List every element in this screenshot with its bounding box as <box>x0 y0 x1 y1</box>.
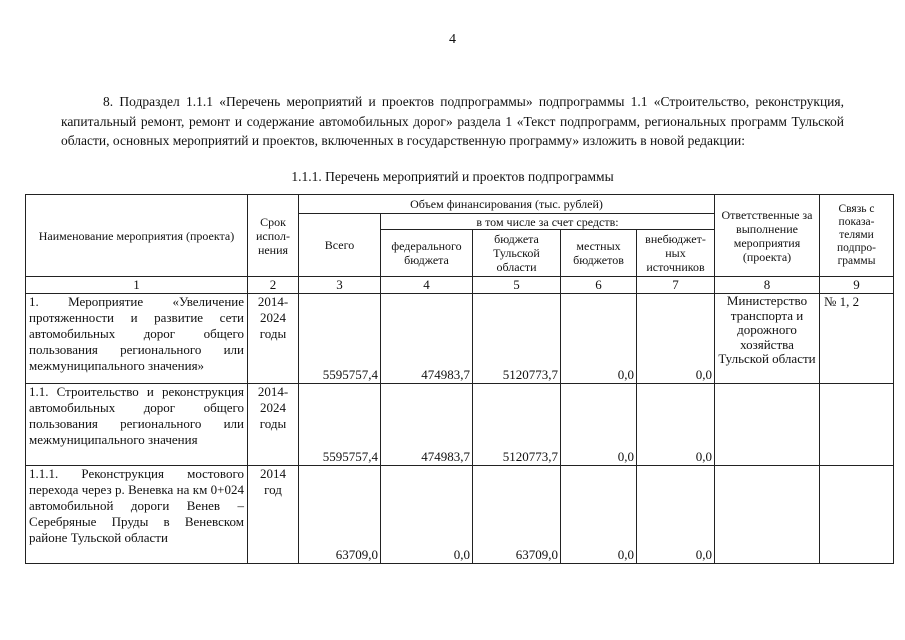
total-value: 63709,0 <box>299 466 381 564</box>
table-title: 1.1.1. Перечень мероприятий и проектов подпрограммы <box>291 169 614 184</box>
header-including: в том числе за счет средств: <box>381 214 715 230</box>
header-link: Связь с показа-телями подпро-граммы <box>820 195 894 277</box>
table-row <box>26 384 894 466</box>
indicator-link <box>820 466 894 564</box>
indicator-link <box>820 384 894 466</box>
responsible-org <box>715 384 820 466</box>
header-local: местных бюджетов <box>561 230 637 277</box>
activity-name: 1.1.1. Реконструкция мостового перехода через р. Веневка на км 0+024 автомобильной дороги Венев – Серебряные Пруды в Веневском районе Тульской области <box>26 466 248 564</box>
activity-term: 2014-2024 годы <box>248 294 299 384</box>
extra-value: 0,0 <box>637 466 715 564</box>
federal-value: 474983,7 <box>381 294 473 384</box>
header-term: Срок испол-нения <box>248 195 299 277</box>
regional-value: 5120773,7 <box>473 294 561 384</box>
page-number: 4 <box>449 32 456 47</box>
header-name: Наименование мероприятия (проекта) <box>26 195 248 277</box>
header-responsible: Ответственные за выполнение мероприятия (проекта) <box>715 195 820 277</box>
regional-value: 5120773,7 <box>473 384 561 466</box>
header-financing: Объем финансирования (тыс. рублей) <box>299 195 715 214</box>
column-number: 2 <box>248 277 299 294</box>
header-regional: бюджета Тульской области <box>473 230 561 277</box>
local-value: 0,0 <box>561 466 637 564</box>
column-number: 5 <box>473 277 561 294</box>
federal-value: 474983,7 <box>381 384 473 466</box>
header-total: Всего <box>299 214 381 277</box>
extra-value: 0,0 <box>637 294 715 384</box>
activity-name: 1.1. Строительство и реконструкция автомобильных дорог общего пользования регионального или межмуниципального значения <box>26 384 248 466</box>
column-number: 1 <box>26 277 248 294</box>
local-value: 0,0 <box>561 384 637 466</box>
activity-term: 2014-2024 годы <box>248 384 299 466</box>
activity-term: 2014 год <box>248 466 299 564</box>
column-number-row <box>26 277 894 294</box>
column-number: 6 <box>561 277 637 294</box>
column-number: 9 <box>820 277 894 294</box>
column-number: 4 <box>381 277 473 294</box>
column-number: 3 <box>299 277 381 294</box>
total-value: 5595757,4 <box>299 384 381 466</box>
total-value: 5595757,4 <box>299 294 381 384</box>
regional-value: 63709,0 <box>473 466 561 564</box>
table-row <box>26 294 894 384</box>
activity-name: 1. Мероприятие «Увеличение протяженности и развитие сети автомобильных дорог общего пользования регионального или межмуниципального значения» <box>26 294 248 384</box>
responsible-org: Министерство транспорта и дорожного хозяйства Тульской области <box>715 294 820 384</box>
intro-paragraph: 8. Подраздел 1.1.1 «Перечень мероприятий и проектов подпрограммы» подпрограммы 1.1 «Строительство, реконструкция, капитальный ремонт, ремонт и содержание автомобильных дорог» раздела 1 «Текст подпрограмм, региональных программ Тульской области, основных мероприятий и проектов, включенных в государственную программу» изложить в новой редакции: <box>61 94 844 148</box>
header-extra: внебюджет-ных источников <box>637 230 715 277</box>
responsible-org <box>715 466 820 564</box>
extra-value: 0,0 <box>637 384 715 466</box>
federal-value: 0,0 <box>381 466 473 564</box>
local-value: 0,0 <box>561 294 637 384</box>
header-federal: федерального бюджета <box>381 230 473 277</box>
indicator-link: № 1, 2 <box>820 294 894 384</box>
activities-table <box>25 194 894 564</box>
column-number: 7 <box>637 277 715 294</box>
column-number: 8 <box>715 277 820 294</box>
table-row <box>26 466 894 564</box>
